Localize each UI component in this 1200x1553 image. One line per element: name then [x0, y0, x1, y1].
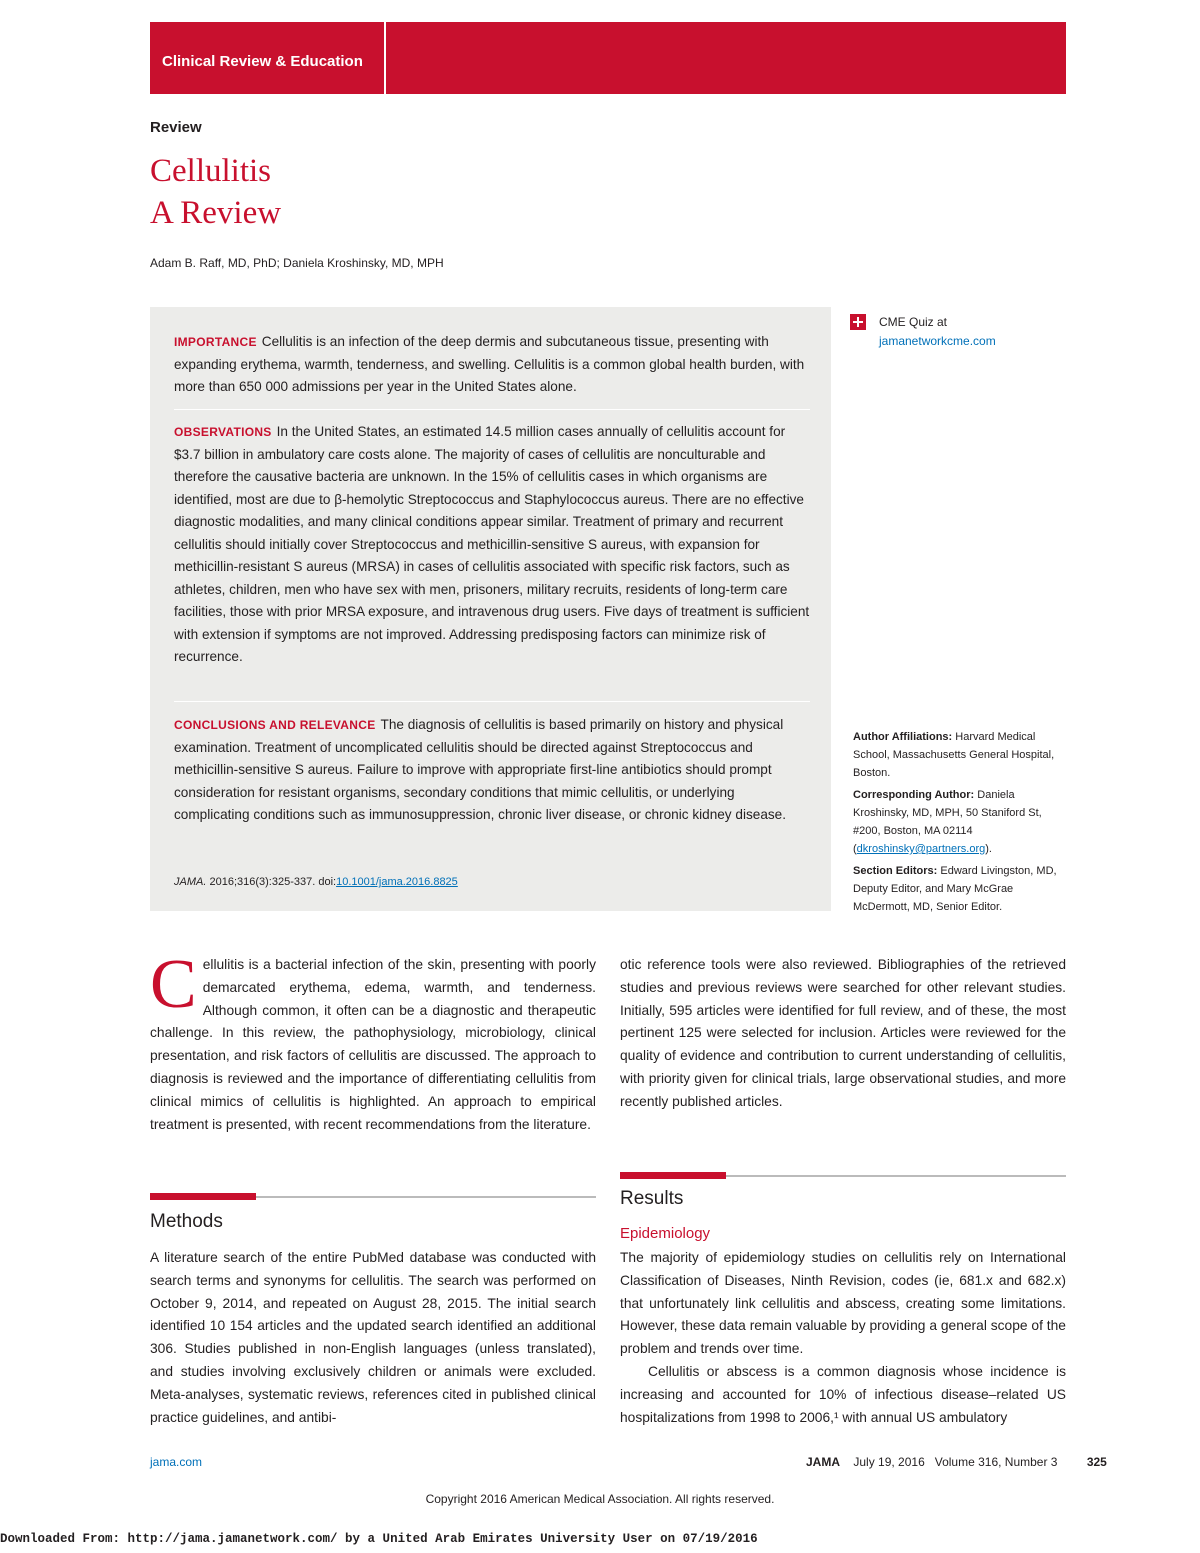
- epidemiology-text: [620, 1247, 1066, 1429]
- intro-text: ellulitis is a bacterial infection of the skin, presenting with poorly demarcated erythema, edema, warmth, and tenderness. Although common, it often can be a diagnostic and therapeutic challenge. In this review, the pathophysiology, microbiology, clinical presentation, and risk factors of cellulitis are discussed. The approach to diagnosis is reviewed and the importance of differentiating cellulitis from clinical mimics of cellulitis is highlighted. An approach to empirical treatment is presented, with recent recommendations from the literature.: [150, 957, 596, 1132]
- section-editors: [853, 862, 1065, 916]
- methods-rule: [150, 1196, 596, 1198]
- article-title: [150, 150, 281, 234]
- methods-rule-accent: [150, 1193, 256, 1200]
- epidemiology-p1: The majority of epidemiology studies on cellulitis rely on International Classification of Diseases, Ninth Revision, codes (ie, 681.x and 682.x) that unfortunately link cellulitis and abscess, creating some limitations. However, these data remain valuable by providing a general scope of the problem and trends over time.: [620, 1250, 1066, 1357]
- footer-journal: JAMA: [806, 1455, 841, 1469]
- epidemiology-p2: Cellulitis or abscess is a common diagnosis whose incidence is increasing and accounted for 10% of infectious disease–related US hospitalizations from 1998 to 2006,¹ with annual US ambulatory: [620, 1363, 1066, 1425]
- corresponding-label: Corresponding Author:: [853, 789, 975, 801]
- corresponding-text: Daniela Kroshinsky, MD, MPH, 50 Staniford St, #200, Boston, MA 02114 (: [853, 789, 1042, 855]
- title-line-2: A Review: [150, 195, 282, 231]
- intro-paragraph: [150, 946, 596, 1136]
- methods-continued: otic reference tools were also reviewed. Bibliographies of the retrieved studies and previous reviews were searched for other relevant studies. Initially, 595 articles were identified for full review, and of these, the most pertinent 125 were selected for inclusion. Articles were reviewed for the quality of evidence and contribution to current understanding of cellulitis, with priority given for clinical trials, large observational studies, and more recently published articles.: [620, 957, 1066, 1109]
- results-heading: Results: [620, 1188, 684, 1209]
- site-link[interactable]: jama.com: [150, 1455, 203, 1469]
- copyright: Copyright 2016 American Medical Association. All rights reserved.: [425, 1492, 775, 1506]
- abstract-box: [150, 307, 831, 911]
- corresponding-author: [853, 786, 1065, 858]
- page-footer: [806, 1455, 1107, 1469]
- footer-issue: July 19, 2016 Volume 316, Number 3: [853, 1455, 1058, 1469]
- abstract-observations: [174, 421, 810, 669]
- citation-ref: 2016;316(3):325-337. doi:: [209, 876, 337, 888]
- methods-heading: Methods: [150, 1211, 223, 1232]
- abstract-conclusions: [174, 714, 810, 827]
- epidemiology-heading: Epidemiology: [620, 1225, 711, 1242]
- corresponding-end: ).: [985, 843, 992, 855]
- results-rule: [620, 1175, 1066, 1177]
- banner-divider: [384, 22, 386, 94]
- article-kicker: Review: [150, 119, 202, 136]
- importance-text: Cellulitis is an infection of the deep dermis and subcutaneous tissue, presenting with expanding erythema, warmth, tenderness, and swelling. Cellulitis is a common global health burden, with more than 650 000 admissions per year in the United States alone.: [174, 334, 805, 394]
- page-number: 325: [1086, 1455, 1107, 1469]
- author-list: Adam B. Raff, MD, PhD; Daniela Kroshinsky, MD, MPH: [150, 256, 444, 270]
- abstract-importance: [174, 331, 810, 399]
- editors-label: Section Editors:: [853, 865, 938, 877]
- abstract-divider: [174, 701, 810, 702]
- title-line-1: Cellulitis: [150, 153, 272, 189]
- affiliations-label: Author Affiliations:: [853, 731, 953, 743]
- download-notice: Downloaded From: http://jama.jamanetwork.com/ by a United Arab Emirates University User on 07/19/2016: [0, 1532, 758, 1546]
- cme-link[interactable]: jamanetworkcme.com: [879, 334, 996, 348]
- cme-title: CME Quiz at: [879, 315, 948, 329]
- author-affiliations: [853, 728, 1065, 782]
- drop-cap: C: [150, 946, 197, 1023]
- article-sidebar: [853, 728, 1065, 920]
- conclusions-text: The diagnosis of cellulitis is based primarily on history and physical examination. Treatment of uncomplicated cellulitis should be directed against Streptococcus and methicillin-sensitive S aureus. Failure to improve with appropriate first-line antibiotics should prompt consideration for resistant organisms, secondary conditions that mimic cellulitis, or underlying complicating conditions such as immunosuppression, chronic liver disease, or chronic kidney disease.: [174, 717, 787, 822]
- abstract-divider: [174, 409, 810, 410]
- citation-journal: JAMA.: [174, 876, 207, 888]
- observations-label: OBSERVATIONS: [174, 425, 272, 439]
- section-label: Clinical Review & Education: [162, 53, 363, 70]
- conclusions-label: CONCLUSIONS AND RELEVANCE: [174, 718, 376, 732]
- citation: [174, 876, 458, 888]
- email-link[interactable]: dkroshinsky@partners.org: [856, 843, 986, 855]
- doi-link[interactable]: 10.1001/jama.2016.8825: [336, 876, 458, 888]
- editors-text: Edward Livingston, MD, Deputy Editor, and Mary McGrae McDermott, MD, Senior Editor.: [853, 865, 1057, 913]
- importance-label: IMPORTANCE: [174, 335, 257, 349]
- plus-icon: [850, 314, 866, 330]
- observations-text: In the United States, an estimated 14.5 million cases annually of cellulitis account for $3.7 billion in ambulatory care costs alone. The majority of cases of cellulitis are nonculturable and therefore the causative bacteria are unknown. In the 15% of cellulitis cases in which organisms are identified, most are due to β-hemolytic Streptococcus and Staphylococcus aureus. There are no effective diagnostic modalities, and many clinical conditions appear similar. Treatment of primary and recurrent cellulitis should initially cover Streptococcus and methicillin-sensitive S aureus, with expansion for methicillin-resistant S aureus (MRSA) in cases of cellulitis associated with specific risk factors, such as athletes, children, men who have sex with men, prisoners, military recruits, residents of long-term care facilities, those with prior MRSA exposure, and intravenous drug users. Five days of treatment is sufficient with extension if symptoms are not improved. Addressing predisposing factors can minimize risk of recurrence.: [174, 424, 810, 664]
- section-banner: [150, 22, 1066, 94]
- affiliations-text: Harvard Medical School, Massachusetts General Hospital, Boston.: [853, 731, 1055, 779]
- methods-paragraph: A literature search of the entire PubMed database was conducted with search terms and synonyms for cellulitis. The search was performed on October 9, 2014, and repeated on August 28, 2015. The initial search identified 10 154 articles and the updated search identified an additional 306. Studies published in non-English languages (unless translated), and studies involving exclusively children or animals were excluded. Meta-analyses, systematic reviews, references cited in published clinical practice guidelines, and antibi-: [150, 1250, 596, 1425]
- results-rule-accent: [620, 1172, 726, 1179]
